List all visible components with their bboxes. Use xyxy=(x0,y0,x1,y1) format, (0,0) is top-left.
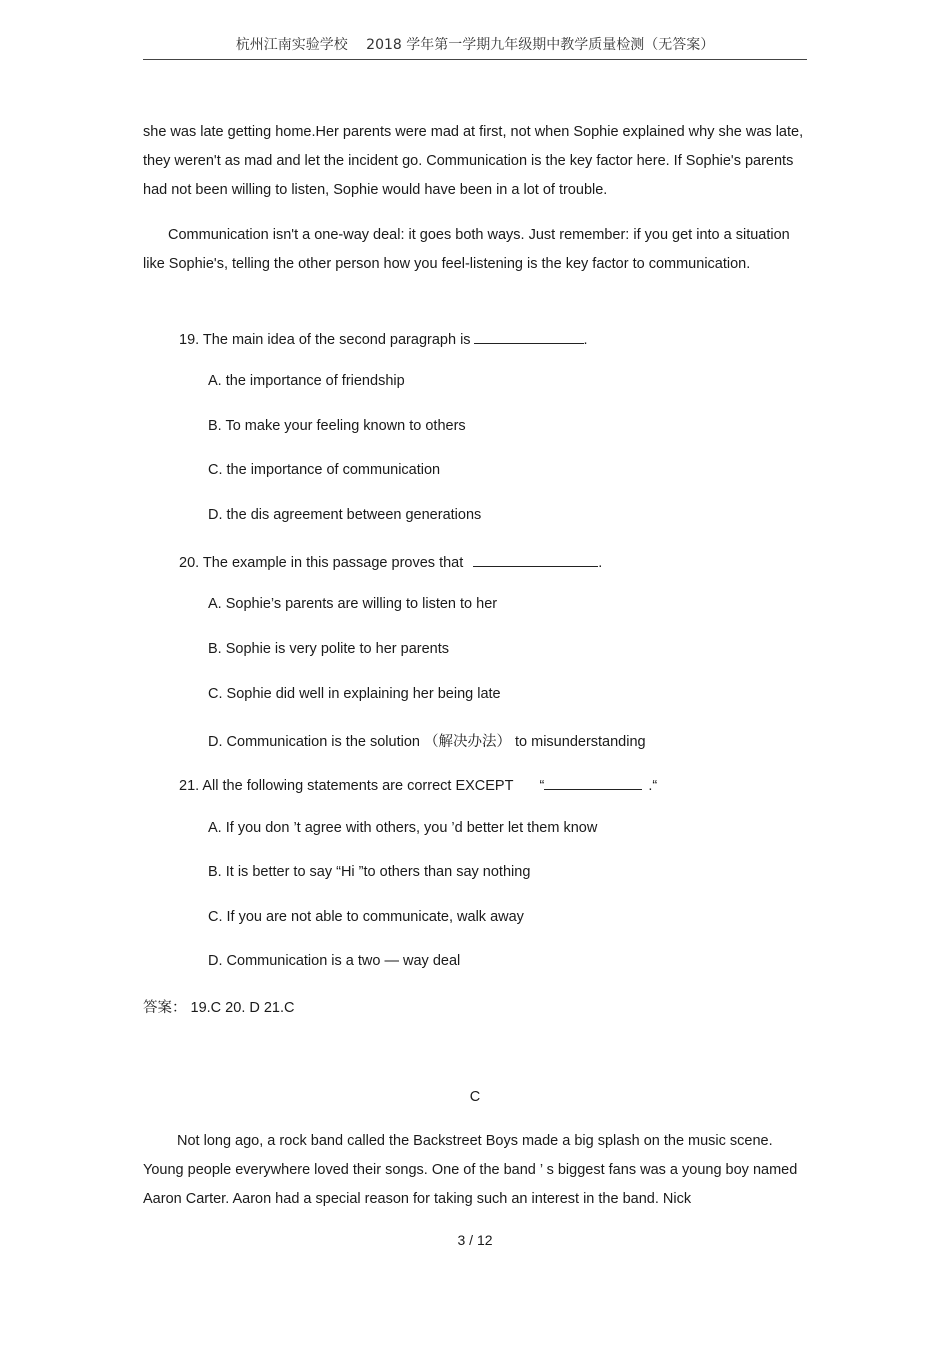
question-20-option-b: B. Sophie is very polite to her parents xyxy=(208,641,449,657)
page-header: 杭州江南实验学校 2018 学年第一学期九年级期中教学质量检测（无答案） xyxy=(235,37,715,53)
section-c-label: C xyxy=(469,1089,481,1105)
answer-key: 答案： 19.C 20. D 21.C xyxy=(143,1000,295,1016)
question-21-open-quote: “ xyxy=(539,778,545,794)
answer-blank xyxy=(474,329,584,344)
question-20-end: . xyxy=(598,555,603,571)
question-21-stem: 21. All the following statements are correct EXCEPT xyxy=(179,778,514,794)
question-19 xyxy=(179,329,588,348)
page-number: 3 / 12 xyxy=(457,1232,493,1248)
question-20-stem: 20. The example in this passage proves that xyxy=(179,555,464,571)
answer-blank xyxy=(544,775,642,790)
question-20-option-c: C. Sophie did well in explaining her being late xyxy=(208,686,501,702)
question-19-option-c: C. the importance of communication xyxy=(208,462,441,478)
answer-blank xyxy=(473,552,598,567)
question-19-end: . xyxy=(583,332,588,348)
question-21 xyxy=(179,775,657,794)
question-20-option-d: D. Communication is the solution （解决办法） to misunderstanding xyxy=(208,734,646,750)
question-21-end: .“ xyxy=(648,778,658,794)
question-19-option-a: A. the importance of friendship xyxy=(208,373,405,389)
question-21-option-c: C. If you are not able to communicate, walk away xyxy=(208,909,524,925)
header-divider xyxy=(143,59,807,60)
passage-paragraph-2: Communication isn't a one-way deal: it goes both ways. Just remember: if you get into a situation like Sophie's, telling the other person how you feel-listening is the key factor to communication. xyxy=(143,227,790,272)
question-19-option-d: D. the dis agreement between generations xyxy=(208,507,482,523)
question-21-option-d: D. Communication is a two — way deal xyxy=(208,953,461,969)
question-21-option-a: A. If you don ’t agree with others, you ’d better let them know xyxy=(208,820,598,836)
section-c-paragraph: Not long ago, a rock band called the Backstreet Boys made a big splash on the music scene. Young people everywhere loved their songs. One of the band ’ s biggest fans was a young boy named Aaron Carter. Aaron had a special reason for taking such an interest in the band. Nick xyxy=(143,1133,798,1207)
question-19-option-b: B. To make your feeling known to others xyxy=(208,418,466,434)
question-21-option-b: B. It is better to say “Hi ”to others than say nothing xyxy=(208,864,531,880)
question-20-option-a: A. Sophie’s parents are willing to listen to her xyxy=(208,596,498,612)
passage-paragraph-1: she was late getting home.Her parents were mad at first, not when Sophie explained why she was late, they weren't as mad and let the incident go. Communication is the key factor here. If Sophie's parents had not been willing to listen, Sophie would have been in a lot of trouble. xyxy=(143,124,804,198)
question-20 xyxy=(179,552,602,571)
question-19-stem: 19. The main idea of the second paragraph is xyxy=(179,332,471,348)
